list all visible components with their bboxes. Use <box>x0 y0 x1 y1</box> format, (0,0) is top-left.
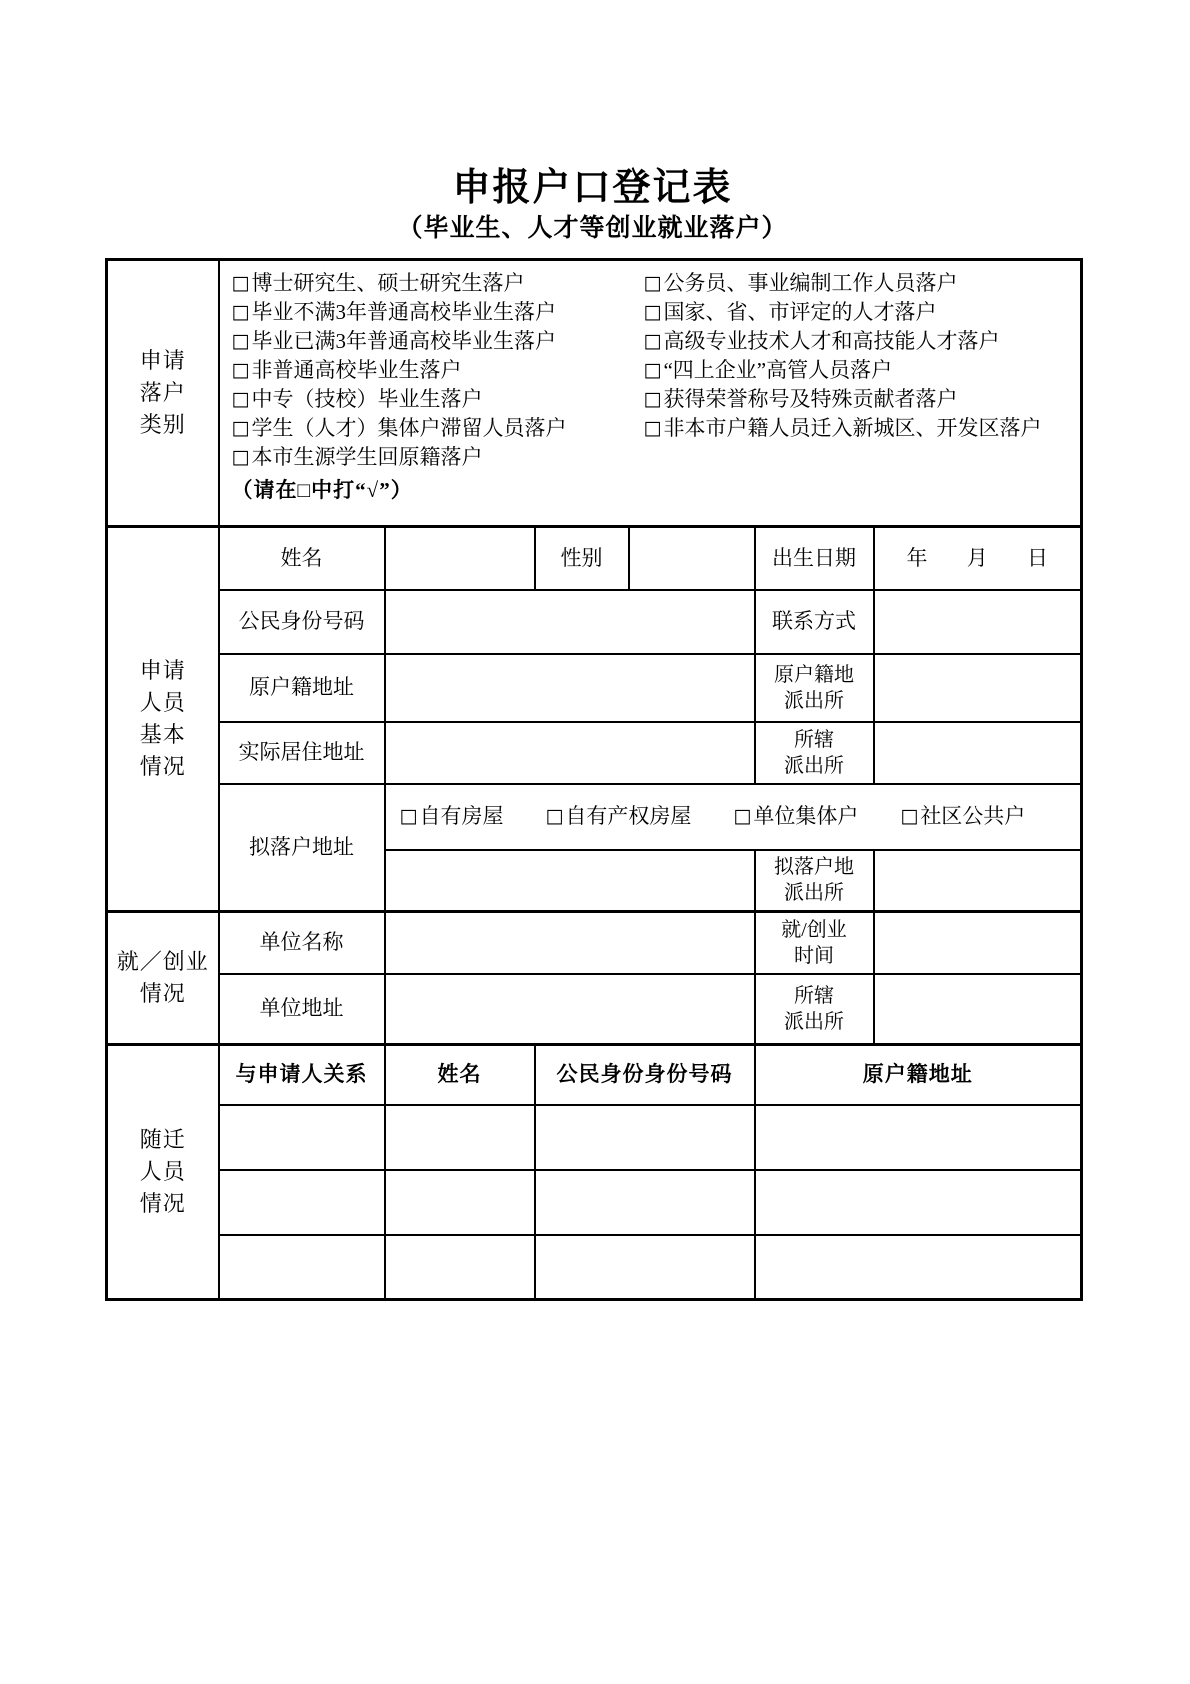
settle-address-label: 拟落户地址 <box>219 784 385 912</box>
option-label: 毕业已满3年普通高校毕业生落户 <box>251 329 556 353</box>
company-address-input-cell[interactable] <box>385 974 755 1045</box>
category-options-left <box>232 269 644 505</box>
option-label: 高级专业技术人才和高技能人才落户 <box>663 329 1000 353</box>
checkbox-icon: □ <box>545 805 564 827</box>
option-label: 自有产权房屋 <box>565 804 692 828</box>
dependent-relation-cell[interactable] <box>219 1105 385 1170</box>
option-label: 社区公共户 <box>920 804 1026 828</box>
origin-address-label: 原户籍地址 <box>219 654 385 722</box>
option-label: 本市生源学生回原籍落户 <box>251 445 483 469</box>
section-label-category: 申请 落户 类别 <box>107 260 219 527</box>
dependent-name-cell[interactable] <box>385 1235 535 1300</box>
option-label: 自有房屋 <box>419 804 504 828</box>
dependents-header-relation: 与申请人关系 <box>219 1045 385 1105</box>
category-option-right-5[interactable] <box>644 385 1077 414</box>
option-label: 公务员、事业编制工作人员落户 <box>663 271 958 295</box>
category-option-left-4[interactable] <box>232 356 644 385</box>
birth-date-input-cell[interactable]: 年 月 日 <box>874 527 1082 590</box>
housing-option-employer-collective[interactable] <box>733 803 858 830</box>
option-label: 国家、省、市评定的人才落户 <box>663 300 937 324</box>
settle-station-input-cell[interactable] <box>874 850 1082 912</box>
employment-time-input-cell[interactable] <box>874 912 1082 974</box>
id-number-label: 公民身份号码 <box>219 590 385 654</box>
option-label: 博士研究生、硕士研究生落户 <box>251 271 525 295</box>
origin-station-label: 原户籍地 派出所 <box>755 654 874 722</box>
checkbox-icon: □ <box>643 272 662 294</box>
dependent-row-2 <box>107 1170 1082 1235</box>
origin-station-input-cell[interactable] <box>874 654 1082 722</box>
dependent-row-3 <box>107 1235 1082 1300</box>
checkbox-icon: □ <box>231 417 250 439</box>
category-option-right-6[interactable] <box>644 414 1077 443</box>
residence-address-label: 实际居住地址 <box>219 722 385 784</box>
gender-label: 性别 <box>535 527 629 590</box>
checkbox-instruction: （请在□中打“√”） <box>231 478 413 502</box>
dependent-origin-address-cell[interactable] <box>755 1235 1082 1300</box>
section-label-employment: 就／创业 情况 <box>107 912 219 1045</box>
checkbox-icon: □ <box>643 301 662 323</box>
checkbox-icon: □ <box>643 330 662 352</box>
dependents-header-id: 公民身份身份号码 <box>535 1045 755 1105</box>
employment-time-label: 就/创业 时间 <box>755 912 874 974</box>
category-option-left-3[interactable] <box>232 327 644 356</box>
dependent-id-cell[interactable] <box>535 1235 755 1300</box>
page-title: 申报户口登记表 <box>452 165 733 209</box>
dependent-origin-address-cell[interactable] <box>755 1170 1082 1235</box>
residence-station-input-cell[interactable] <box>874 722 1082 784</box>
origin-address-input-cell[interactable] <box>385 654 755 722</box>
checkbox-icon: □ <box>643 388 662 410</box>
category-options-cell <box>219 260 1082 527</box>
checkbox-icon: □ <box>399 805 418 827</box>
dependent-relation-cell[interactable] <box>219 1170 385 1235</box>
id-number-input-cell[interactable] <box>385 590 755 654</box>
residence-address-input-cell[interactable] <box>385 722 755 784</box>
category-option-left-5[interactable] <box>232 385 644 414</box>
category-option-right-1[interactable] <box>644 269 1077 298</box>
housing-option-own-property[interactable] <box>545 803 691 830</box>
dependent-name-cell[interactable] <box>385 1170 535 1235</box>
checkbox-icon: □ <box>643 359 662 381</box>
category-option-right-2[interactable] <box>644 298 1077 327</box>
gender-input-cell[interactable] <box>629 527 755 590</box>
name-label: 姓名 <box>219 527 385 590</box>
option-label: “四上企业”高管人员落户 <box>663 358 893 382</box>
page-subtitle: （毕业生、人才等创业就业落户） <box>397 215 788 242</box>
settle-station-label: 拟落户地 派出所 <box>755 850 874 912</box>
option-label: 非本市户籍人员迁入新城区、开发区落户 <box>663 416 1042 440</box>
option-label: 单位集体户 <box>753 804 859 828</box>
checkbox-icon: □ <box>231 446 250 468</box>
contact-label: 联系方式 <box>755 590 874 654</box>
checkbox-icon: □ <box>231 359 250 381</box>
document-page <box>105 0 1080 1301</box>
category-option-left-1[interactable] <box>232 269 644 298</box>
dependent-row-1 <box>107 1105 1082 1170</box>
contact-input-cell[interactable] <box>874 590 1082 654</box>
option-label: 学生（人才）集体户滞留人员落户 <box>251 416 567 440</box>
checkbox-icon: □ <box>231 330 250 352</box>
birth-date-label: 出生日期 <box>755 527 874 590</box>
registration-form-table <box>105 258 1083 1301</box>
checkbox-icon: □ <box>231 388 250 410</box>
checkbox-icon: □ <box>733 805 752 827</box>
option-label: 中专（技校）毕业生落户 <box>251 387 483 411</box>
checkbox-icon: □ <box>231 301 250 323</box>
dependents-header-name: 姓名 <box>385 1045 535 1105</box>
name-input-cell[interactable] <box>385 527 535 590</box>
option-label: 获得荣誉称号及特殊贡献者落户 <box>663 387 958 411</box>
dependents-header-origin-address: 原户籍地址 <box>755 1045 1082 1105</box>
category-option-right-4[interactable] <box>644 356 1077 385</box>
checkbox-icon: □ <box>643 417 662 439</box>
housing-option-own-house[interactable] <box>400 803 504 830</box>
option-label: 毕业不满3年普通高校毕业生落户 <box>251 300 556 324</box>
checkbox-icon: □ <box>900 805 919 827</box>
checkbox-icon: □ <box>231 272 250 294</box>
dependent-id-cell[interactable] <box>535 1105 755 1170</box>
category-options <box>232 269 1077 505</box>
category-option-left-2[interactable] <box>232 298 644 327</box>
settle-address-input-cell[interactable] <box>385 850 755 912</box>
dependent-origin-address-cell[interactable] <box>755 1105 1082 1170</box>
category-options-right <box>644 269 1077 505</box>
section-label-dependents: 随迁 人员 情况 <box>107 1045 219 1300</box>
company-name-label: 单位名称 <box>219 912 385 974</box>
residence-station-label: 所辖 派出所 <box>755 722 874 784</box>
housing-type-cell <box>385 784 1082 850</box>
dependent-relation-cell[interactable] <box>219 1235 385 1300</box>
dependent-id-cell[interactable] <box>535 1170 755 1235</box>
housing-options <box>388 803 1079 830</box>
housing-option-community-public[interactable] <box>900 803 1025 830</box>
category-option-right-3[interactable] <box>644 327 1077 356</box>
company-name-input-cell[interactable] <box>385 912 755 974</box>
category-option-left-6[interactable] <box>232 414 644 443</box>
category-option-left-7[interactable] <box>232 443 644 472</box>
option-label: 非普通高校毕业生落户 <box>251 358 462 382</box>
dependent-name-cell[interactable] <box>385 1105 535 1170</box>
company-station-label: 所辖 派出所 <box>755 974 874 1045</box>
company-station-input-cell[interactable] <box>874 974 1082 1045</box>
company-address-label: 单位地址 <box>219 974 385 1045</box>
section-label-applicant: 申请 人员 基本 情况 <box>107 527 219 912</box>
